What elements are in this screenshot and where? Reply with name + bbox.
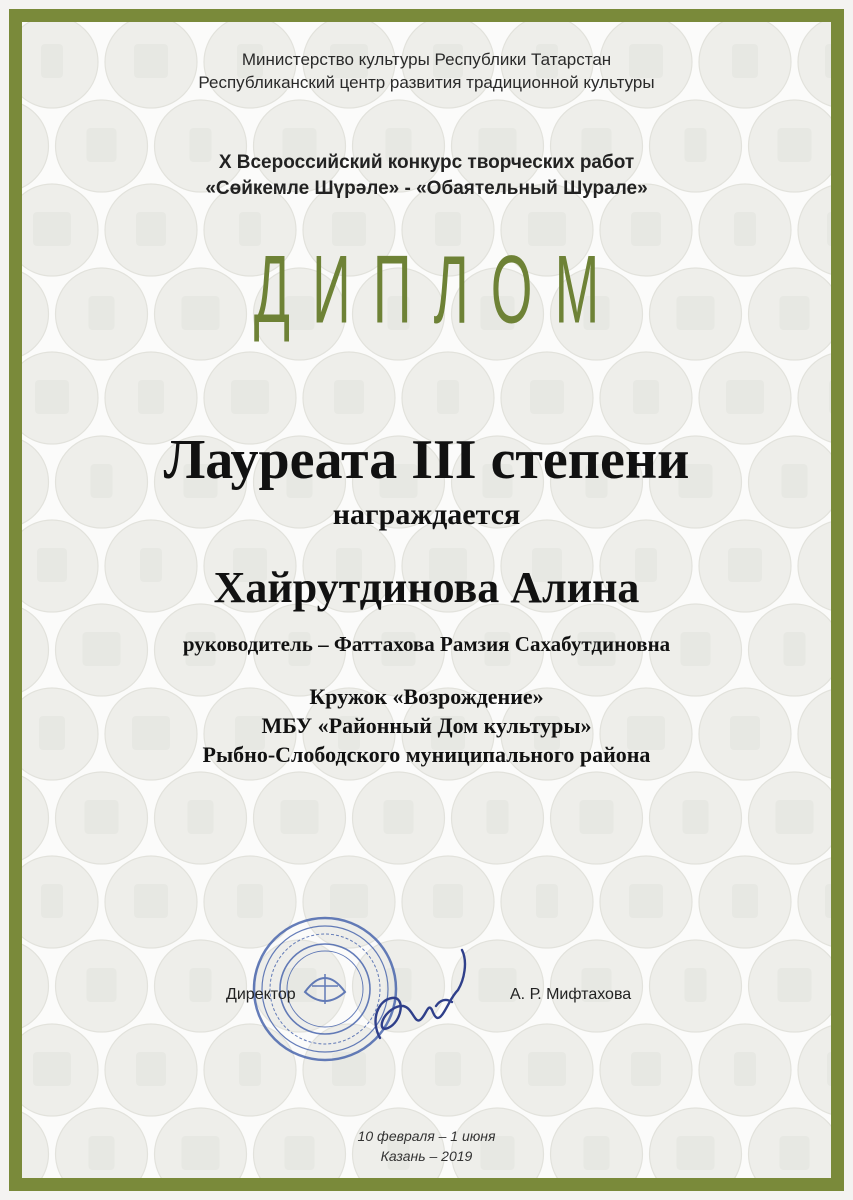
background-artwork-thumb [827, 212, 831, 246]
background-artwork-thumb [776, 800, 814, 834]
background-circle [22, 940, 49, 1032]
background-artwork-thumb [683, 800, 709, 834]
background-artwork-thumb [487, 800, 509, 834]
background-artwork-thumb [33, 1052, 71, 1086]
background-circle [22, 772, 49, 864]
background-artwork-thumb [134, 884, 168, 918]
background-artwork-thumb [41, 884, 63, 918]
center-line: Республиканский центр развития традиционной культуры [198, 73, 655, 92]
background-artwork-thumb [829, 380, 831, 414]
background-artwork-thumb [685, 968, 707, 1002]
background-artwork-thumb [732, 884, 758, 918]
diploma-frame [9, 9, 844, 1191]
background-artwork-thumb [726, 380, 764, 414]
contest-dates: 10 февраля – 1 июня [357, 1128, 496, 1144]
institution-line-2: МБУ «Районный Дом культуры» [261, 713, 592, 738]
background-artwork-thumb [437, 380, 459, 414]
background-artwork-thumb [530, 380, 564, 414]
background-artwork-thumb [281, 800, 319, 834]
background-artwork-thumb [528, 1052, 566, 1086]
background-artwork-thumb [633, 380, 659, 414]
recipient-name: Хайрутдинова Алина [213, 563, 640, 612]
institution-line-3: Рыбно-Слободского муниципального района [202, 742, 651, 767]
director-label: Директор [226, 986, 296, 1003]
background-artwork-thumb [629, 884, 663, 918]
background-artwork-thumb [89, 296, 115, 330]
background-artwork-thumb [631, 1052, 661, 1086]
background-artwork-thumb [190, 968, 212, 1002]
background-artwork-thumb [138, 380, 164, 414]
contest-line-1: X Всероссийский конкурс творческих работ [218, 152, 635, 173]
background-artwork-thumb [677, 296, 715, 330]
background-artwork-thumb [536, 884, 558, 918]
director-signature [340, 940, 490, 1050]
background-artwork-thumb [231, 380, 269, 414]
background-artwork-thumb [136, 1052, 166, 1086]
background-artwork-thumb [87, 968, 117, 1002]
background-artwork-thumb [734, 1052, 756, 1086]
degree-title: Лауреата III степени [163, 429, 690, 491]
place-year: Казань – 2019 [380, 1148, 473, 1164]
background-artwork-thumb [780, 296, 810, 330]
background-artwork-thumb [334, 380, 364, 414]
background-circle [22, 268, 49, 360]
diploma-title: ДИПЛОМ [253, 236, 622, 344]
contest-line-2: «Сөйкемле Шүрәле» - «Обаятельный Шурале» [205, 178, 648, 199]
background-artwork-thumb [33, 212, 71, 246]
ministry-line: Министерство культуры Республики Татарстан [241, 50, 612, 69]
background-artwork-thumb [136, 212, 166, 246]
background-circle [798, 1024, 831, 1116]
awarded-label: награждается [332, 498, 521, 531]
background-artwork-thumb [35, 380, 69, 414]
background-artwork-thumb [384, 800, 414, 834]
background-artwork-thumb [580, 800, 614, 834]
background-artwork-thumb [330, 884, 368, 918]
background-artwork-thumb [435, 1052, 461, 1086]
background-artwork-thumb [237, 884, 263, 918]
background-artwork-thumb [734, 212, 756, 246]
background-artwork-thumb [825, 884, 831, 918]
background-artwork-thumb [188, 800, 214, 834]
background-artwork-thumb [778, 968, 812, 1002]
institution-line-1: Кружок «Возрождение» [309, 684, 544, 709]
background-artwork-thumb [433, 884, 463, 918]
leader-line: руководитель – Фаттахова Рамзия Сахабутдиновна [182, 632, 671, 656]
background-artwork-thumb [85, 800, 119, 834]
background-artwork-thumb [827, 1052, 831, 1086]
director-name: А. Р. Мифтахова [510, 986, 632, 1003]
